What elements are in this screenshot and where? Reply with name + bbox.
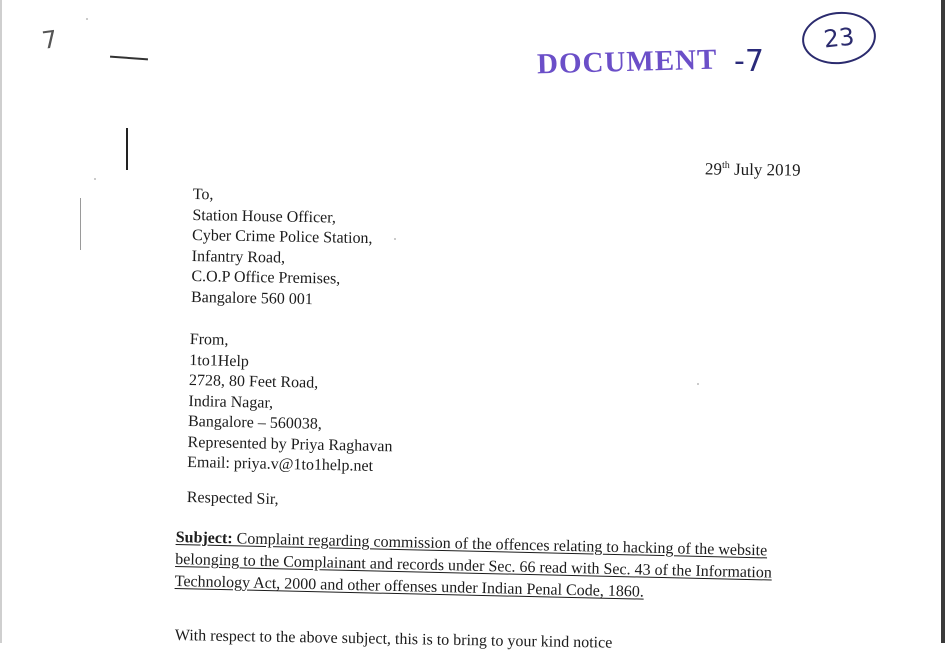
scan-speck [86, 18, 88, 20]
address-line: C.O.P Office Premises, [191, 267, 341, 288]
recipient-address [191, 185, 374, 311]
address-line: Bangalore – 560038, [187, 412, 322, 433]
address-line: Bangalore 560 001 [190, 288, 313, 308]
handwritten-margin-number: 7 [40, 25, 60, 55]
margin-vertical-mark [126, 128, 128, 170]
address-line: Station House Officer, [192, 206, 337, 226]
address-line: From, [189, 330, 229, 349]
salutation: Respected Sir, [186, 489, 279, 509]
scan-right-edge [941, 0, 945, 643]
handwritten-document-number: -7 [734, 44, 764, 79]
address-line: To, [192, 185, 214, 204]
handwritten-dash-mark [110, 56, 148, 61]
sender-address [187, 330, 395, 478]
scan-left-edge [0, 0, 2, 643]
date-rest: July 2019 [729, 159, 801, 180]
address-line: Infantry Road, [191, 247, 286, 267]
date-day: 29 [704, 159, 723, 179]
date-suffix: th [721, 159, 730, 172]
address-line: 1to1Help [189, 351, 250, 370]
subject-line [175, 527, 776, 607]
margin-faint-mark [80, 198, 81, 250]
address-line: Email: priya.v@1to1help.net [187, 453, 374, 475]
circled-page-number: 23 [799, 8, 878, 67]
document-stamp: DOCUMENT [536, 43, 718, 81]
scan-speck [94, 178, 96, 180]
address-line: Cyber Crime Police Station, [191, 226, 373, 248]
address-line: 2728, 80 Feet Road, [188, 371, 319, 392]
body-first-line: With respect to the above subject, this is to bring to your kind notice [174, 627, 613, 652]
letter-date [705, 159, 801, 180]
address-line: Indira Nagar, [188, 392, 274, 412]
address-line: Represented by Priya Raghavan [187, 433, 393, 455]
subject-label: Subject: [175, 528, 233, 548]
scan-speck [697, 383, 699, 385]
scan-speck [394, 238, 396, 240]
subject-text: Complaint regarding commission of the offences relating to hacking of the website belonging to the Complainant and records under Sec. 66 read with Sec. 43 of the Information Technology Act, 2000 and other offenses under Indian Penal Code, 1860. [174, 530, 773, 601]
